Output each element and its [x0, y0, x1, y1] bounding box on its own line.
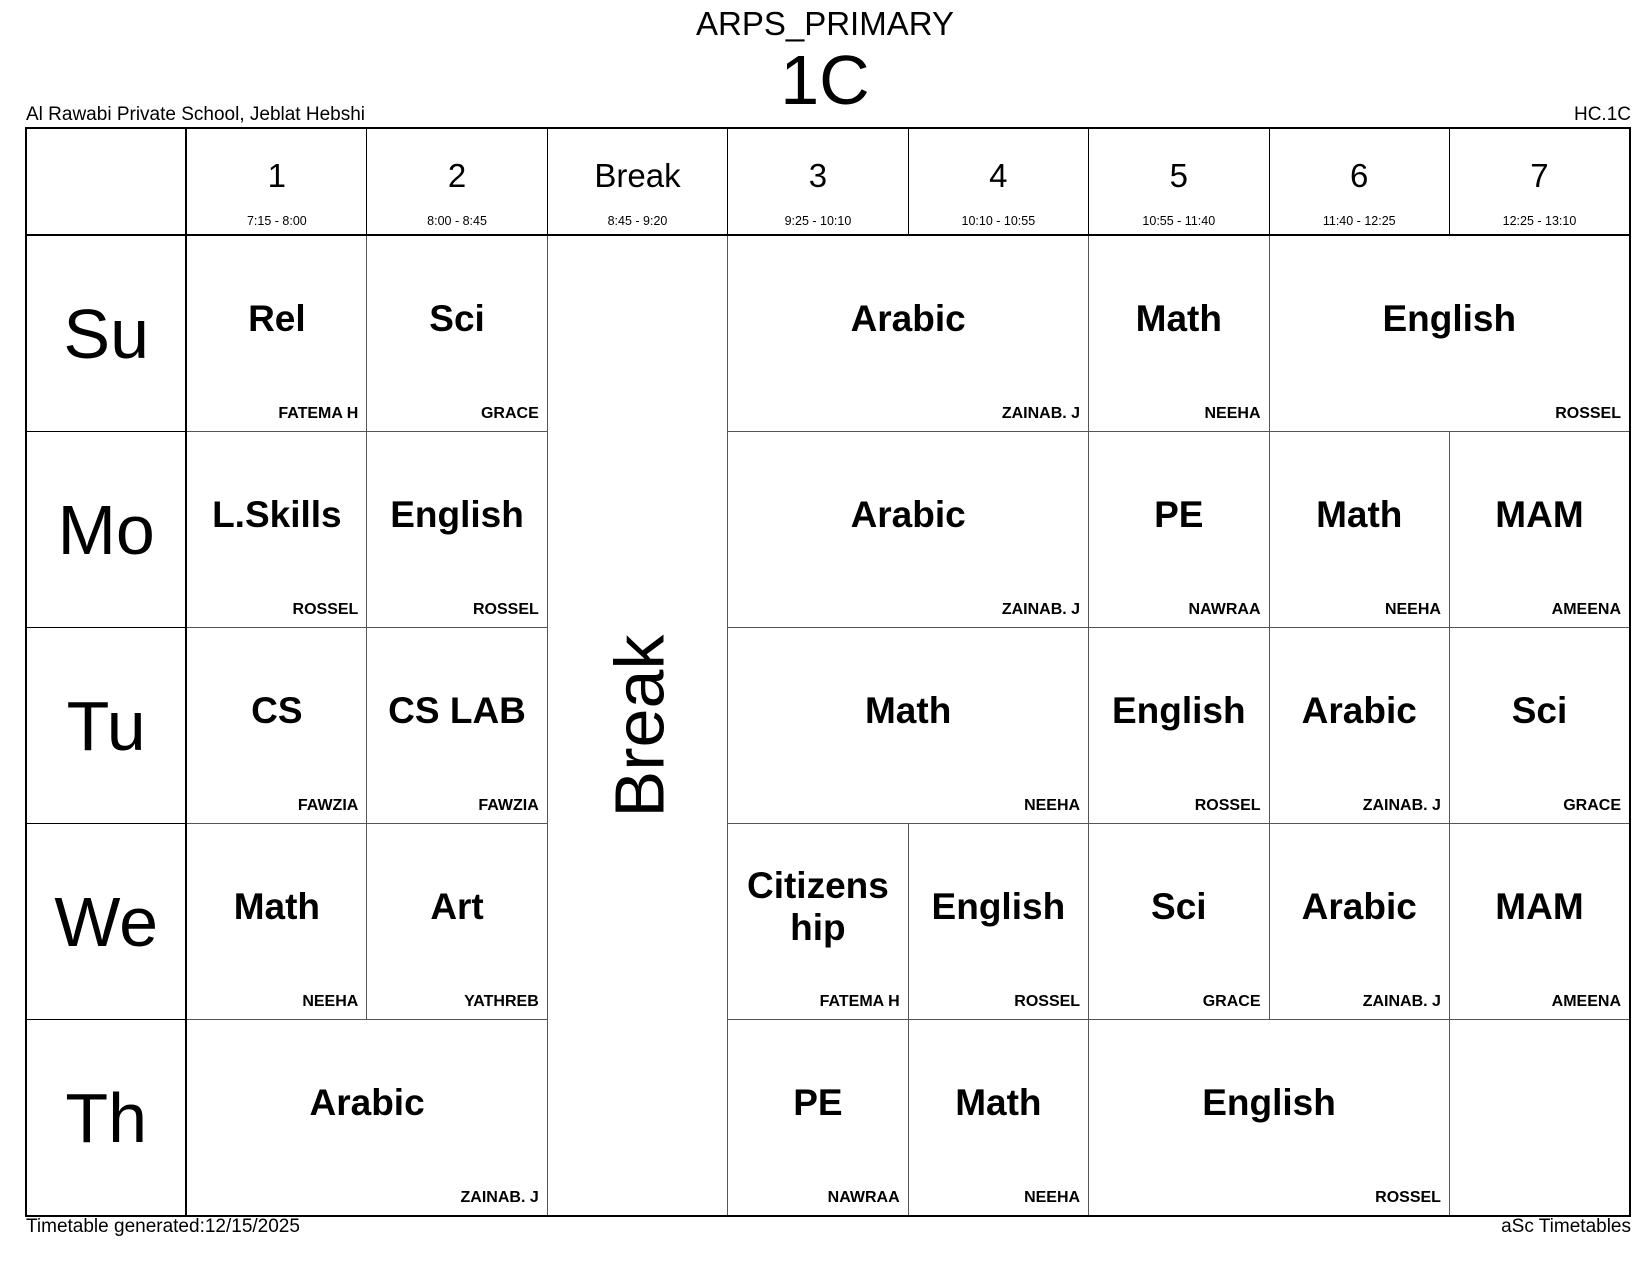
lesson-cell[interactable]: [1449, 824, 1630, 1020]
lesson-subject: Sci: [1151, 885, 1207, 927]
lesson-teacher: GRACE: [480, 405, 539, 422]
lesson-cell[interactable]: [367, 824, 547, 1020]
lesson-subject: CS LAB: [388, 689, 526, 731]
period-number: Break: [594, 157, 681, 194]
period-header-break: [547, 128, 727, 235]
lesson-cell[interactable]: [728, 1020, 908, 1217]
day-row-monday: [26, 432, 1630, 628]
lesson-cell[interactable]: [186, 824, 366, 1020]
day-label: Tu: [26, 628, 186, 824]
lesson-subject: Math: [1316, 493, 1403, 535]
lesson-cell[interactable]: [1449, 432, 1630, 628]
lesson-subject: Citizens hip: [746, 864, 889, 948]
period-number: 7: [1530, 157, 1549, 194]
lesson-subject: Arabic: [1301, 689, 1417, 731]
day-label: Su: [26, 235, 186, 432]
software-credit: aSc Timetables: [1501, 1216, 1631, 1237]
school-name: Al Rawabi Private School, Jeblat Hebshi: [26, 104, 366, 125]
lesson-cell[interactable]: [186, 628, 366, 824]
lesson-teacher: NEEHA: [302, 993, 359, 1010]
lesson-teacher: ZAINAB. J: [1362, 993, 1441, 1010]
period-header-2: [367, 128, 547, 235]
lesson-subject: English: [931, 885, 1066, 927]
lesson-cell[interactable]: [728, 432, 1089, 628]
lesson-subject: Math: [955, 1081, 1042, 1123]
lesson-cell[interactable]: [908, 1020, 1088, 1217]
empty-lesson-cell[interactable]: [1449, 1020, 1630, 1217]
lesson-teacher: ROSSEL: [1014, 993, 1081, 1010]
lesson-cell[interactable]: [186, 1020, 547, 1217]
lesson-subject: PE: [1154, 493, 1204, 535]
period-time: 7:15 - 8:00: [246, 214, 307, 228]
lesson-cell[interactable]: [1089, 628, 1269, 824]
lesson-subject: Arabic: [850, 297, 966, 339]
lesson-cell[interactable]: [1089, 432, 1269, 628]
lesson-subject: Math: [1135, 297, 1222, 339]
lesson-subject: Sci: [429, 297, 485, 339]
lesson-cell[interactable]: [728, 628, 1089, 824]
lesson-teacher: NEEHA: [1024, 1189, 1081, 1206]
lesson-teacher: FATEMA H: [278, 405, 359, 422]
lesson-cell[interactable]: [367, 628, 547, 824]
lesson-cell[interactable]: [367, 235, 547, 432]
lesson-subject: Arabic: [850, 493, 966, 535]
lesson-teacher: ZAINAB. J: [460, 1189, 539, 1206]
period-time: 8:45 - 9:20: [607, 214, 668, 228]
period-number: 6: [1350, 157, 1369, 194]
break-label: Break: [600, 634, 679, 817]
lesson-cell[interactable]: [1089, 235, 1269, 432]
lesson-teacher: YATHREB: [464, 993, 539, 1010]
period-header-6: [1269, 128, 1449, 235]
timetable-grid: [25, 127, 1631, 1217]
lesson-subject: MAM: [1495, 885, 1584, 927]
day-label: We: [26, 824, 186, 1020]
corner-cell: [26, 128, 186, 235]
lesson-subject: Arabic: [1301, 885, 1417, 927]
period-time: 10:10 - 10:55: [961, 214, 1036, 228]
lesson-teacher: GRACE: [1563, 797, 1621, 814]
period-number: 4: [989, 157, 1008, 194]
period-header-1: [186, 128, 366, 235]
period-time: 10:55 - 11:40: [1142, 214, 1216, 228]
day-row-thursday: [26, 1020, 1630, 1217]
lesson-subject: L.Skills: [212, 493, 342, 535]
lesson-teacher: NAWRAA: [827, 1189, 900, 1206]
period-time: 11:40 - 12:25: [1322, 214, 1396, 228]
lesson-subject: Math: [233, 885, 321, 927]
class-code: HC.1C: [1573, 104, 1631, 125]
period-number: 5: [1169, 157, 1188, 194]
lesson-subject: Rel: [248, 297, 306, 339]
period-time: 9:25 - 10:10: [784, 214, 852, 228]
lesson-teacher: NEEHA: [1384, 601, 1441, 618]
lesson-subject: Math: [864, 689, 952, 731]
lesson-teacher: ROSSEL: [292, 601, 359, 618]
lesson-teacher: NEEHA: [1204, 405, 1261, 422]
period-header-7: [1449, 128, 1630, 235]
lesson-teacher: NEEHA: [1024, 797, 1081, 814]
lesson-cell[interactable]: [186, 432, 366, 628]
period-number: 2: [447, 157, 467, 194]
lesson-cell[interactable]: [1269, 628, 1449, 824]
lesson-cell[interactable]: [1089, 1020, 1450, 1217]
lesson-teacher: NAWRAA: [1188, 601, 1261, 618]
lesson-cell[interactable]: [1089, 824, 1269, 1020]
break-column: [547, 235, 727, 1216]
lesson-teacher: ZAINAB. J: [1362, 797, 1441, 814]
lesson-cell[interactable]: [908, 824, 1088, 1020]
lesson-subject: CS: [251, 689, 303, 731]
class-title: 1C: [780, 41, 870, 119]
day-row-tuesday: [26, 628, 1630, 824]
lesson-teacher: ZAINAB. J: [1001, 601, 1081, 618]
timetable-group-title: ARPS_PRIMARY: [696, 5, 954, 42]
lesson-cell[interactable]: [1269, 432, 1449, 628]
lesson-subject: Arabic: [309, 1081, 425, 1123]
lesson-teacher: ROSSEL: [472, 601, 539, 618]
lesson-subject: English: [1382, 297, 1517, 339]
lesson-teacher: ROSSEL: [1375, 1189, 1441, 1206]
generated-date: Timetable generated:12/15/2025: [26, 1216, 300, 1237]
lesson-subject: English: [1111, 689, 1246, 731]
lesson-cell[interactable]: [367, 432, 547, 628]
lesson-teacher: ZAINAB. J: [1001, 405, 1081, 422]
lesson-cell[interactable]: [186, 235, 366, 432]
period-number: 3: [808, 157, 828, 194]
lesson-subject: Art: [430, 885, 484, 927]
lesson-subject: MAM: [1495, 493, 1584, 535]
period-number: 1: [267, 157, 287, 194]
lesson-teacher: FATEMA H: [819, 993, 900, 1010]
period-header-row: [26, 128, 1630, 235]
lesson-subject: Sci: [1511, 689, 1568, 731]
period-time: 8:00 - 8:45: [427, 214, 487, 228]
lesson-teacher: ROSSEL: [1555, 405, 1621, 422]
day-label: Th: [26, 1020, 186, 1217]
period-header-5: [1089, 128, 1269, 235]
lesson-teacher: FAWZIA: [297, 797, 359, 814]
day-label: Mo: [26, 432, 186, 628]
lesson-subject: English: [390, 493, 524, 535]
lesson-teacher: FAWZIA: [478, 797, 539, 814]
lesson-subject: English: [1202, 1081, 1336, 1123]
lesson-cell[interactable]: [1269, 235, 1630, 432]
lesson-cell[interactable]: [728, 235, 1089, 432]
day-row-sunday: [26, 235, 1630, 432]
period-time: 12:25 - 13:10: [1502, 214, 1577, 228]
lesson-teacher: AMEENA: [1551, 601, 1621, 618]
period-header-3: [728, 128, 908, 235]
lesson-teacher: GRACE: [1202, 993, 1261, 1010]
lesson-teacher: AMEENA: [1551, 993, 1621, 1010]
lesson-teacher: ROSSEL: [1194, 797, 1261, 814]
lesson-cell[interactable]: [1449, 628, 1630, 824]
day-row-wednesday: [26, 824, 1630, 1020]
lesson-cell[interactable]: [1269, 824, 1449, 1020]
lesson-cell[interactable]: [728, 824, 908, 1020]
lesson-subject: PE: [793, 1081, 843, 1123]
period-header-4: [908, 128, 1088, 235]
